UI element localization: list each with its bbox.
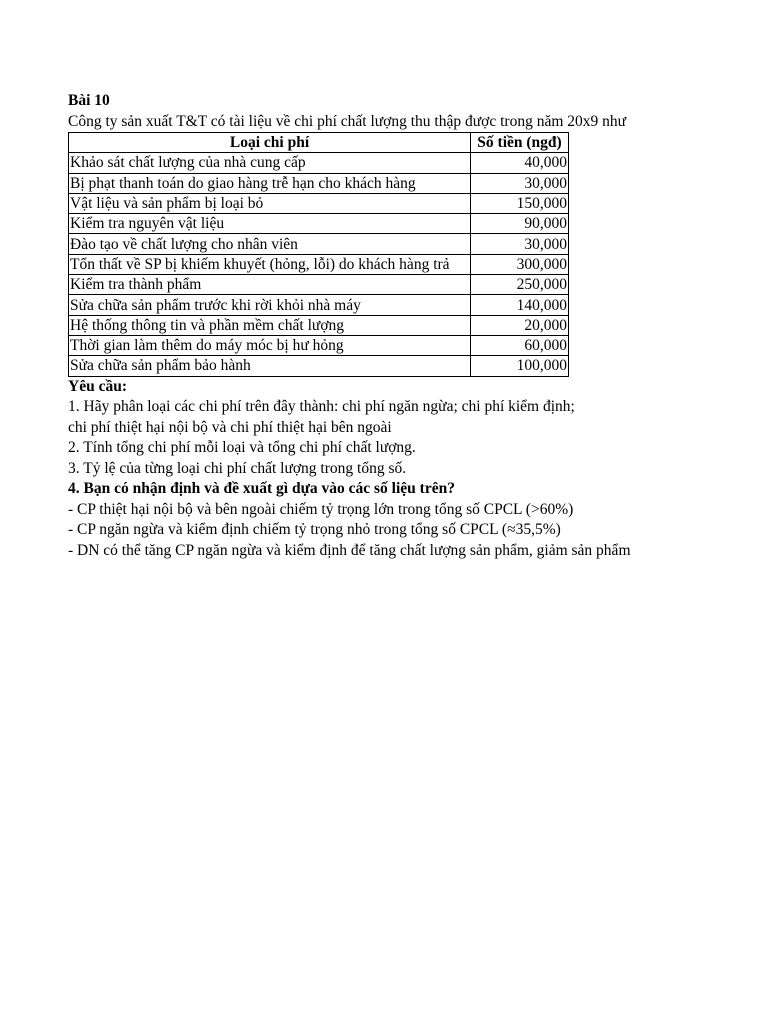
requirement-1-line-1: 1. Hãy phân loại các chi phí trên đây thành: chi phí ngăn ngừa; chi phí kiểm định; (68, 398, 575, 416)
requirements-heading: Yêu cầu: (68, 377, 127, 395)
cost-amount: 100,000 (471, 356, 569, 376)
answer-line: - CP ngăn ngừa và kiểm định chiếm tỷ trọng nhỏ trong tổng số CPCL (≈35,5%) (68, 521, 561, 539)
requirement-4: 4. Bạn có nhận định và đề xuất gì dựa vào các số liệu trên? (68, 480, 455, 498)
cost-name: Đào tạo về chất lượng cho nhân viên (69, 234, 471, 254)
cost-amount: 40,000 (471, 153, 569, 173)
document-body (68, 91, 728, 561)
cost-amount: 150,000 (471, 193, 569, 213)
cost-name: Hệ thống thông tin và phần mềm chất lượng (69, 315, 471, 335)
table-row (69, 356, 569, 376)
cost-amount: 90,000 (471, 214, 569, 234)
requirement-3: 3. Tỷ lệ của từng loại chi phí chất lượng trong tổng số. (68, 459, 407, 477)
cost-name: Vật liệu và sản phẩm bị loại bỏ (69, 193, 471, 213)
table-row (69, 234, 569, 254)
cost-name: Khảo sát chất lượng của nhà cung cấp (69, 153, 471, 173)
header-amount: Số tiền (ngđ) (471, 133, 569, 153)
cost-name: Bị phạt thanh toán do giao hàng trễ hạn cho khách hàng (69, 173, 471, 193)
cost-name: Kiểm tra thành phẩm (69, 275, 471, 295)
cost-name: Kiểm tra nguyên vật liệu (69, 214, 471, 234)
cost-name: Sửa chữa sản phẩm trước khi rời khỏi nhà máy (69, 295, 471, 315)
cost-amount: 30,000 (471, 234, 569, 254)
table-row (69, 295, 569, 315)
table-row (69, 315, 569, 335)
requirement-2: 2. Tính tổng chi phí mỗi loại và tổng chi phí chất lượng. (68, 439, 416, 457)
cost-name: Sửa chữa sản phẩm bảo hành (69, 356, 471, 376)
cost-amount: 30,000 (471, 173, 569, 193)
exercise-title: Bài 10 (68, 92, 110, 109)
cost-amount: 60,000 (471, 335, 569, 355)
table-row (69, 214, 569, 234)
cost-amount: 20,000 (471, 315, 569, 335)
intro-text: Công ty sản xuất T&T có tài liệu về chi phí chất lượng thu thập được trong năm 20x9 như (68, 112, 627, 130)
table-header-row (69, 133, 569, 153)
cost-name: Thời gian làm thêm do máy móc bị hư hỏng (69, 335, 471, 355)
cost-amount: 300,000 (471, 254, 569, 274)
table-row (69, 193, 569, 213)
cost-amount: 140,000 (471, 295, 569, 315)
table-row (69, 254, 569, 274)
cost-amount: 250,000 (471, 275, 569, 295)
cost-name: Tổn thất về SP bị khiếm khuyết (hỏng, lỗi) do khách hàng trả (69, 254, 471, 274)
answer-line: - DN có thể tăng CP ngăn ngừa và kiểm định để tăng chất lượng sản phẩm, giảm sản phẩm (68, 541, 631, 559)
answer-line: - CP thiệt hại nội bộ và bên ngoài chiếm tỷ trọng lớn trong tổng số CPCL (>60%) (68, 500, 574, 518)
table-row (69, 153, 569, 173)
table-row (69, 275, 569, 295)
requirement-1-line-2: chi phí thiệt hại nội bộ và chi phí thiệt hại bên ngoài (68, 418, 392, 436)
header-cost-type: Loại chi phí (69, 133, 471, 153)
table-row (69, 335, 569, 355)
table-row (69, 173, 569, 193)
cost-table (68, 132, 569, 377)
